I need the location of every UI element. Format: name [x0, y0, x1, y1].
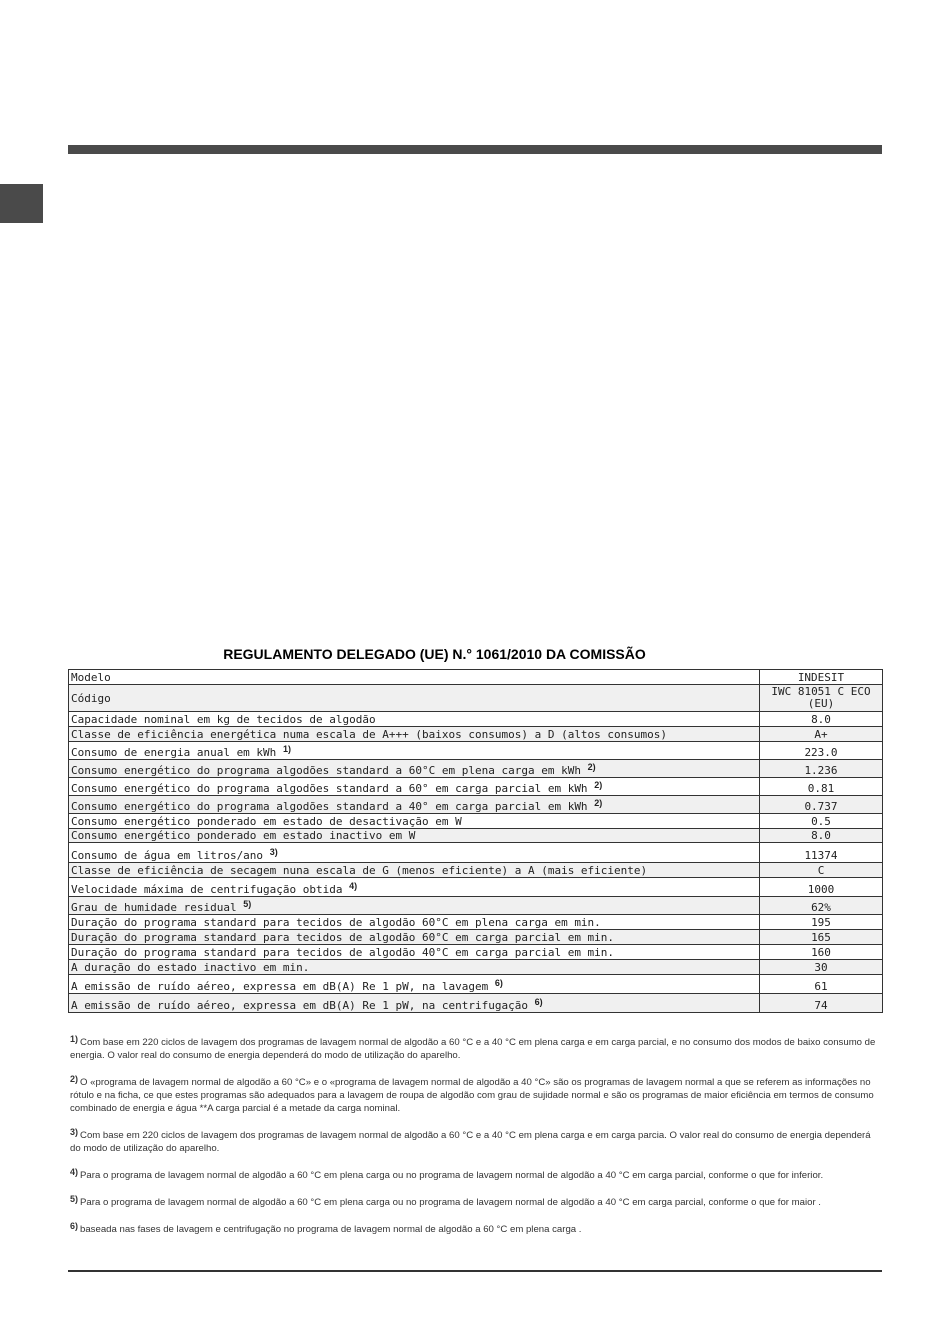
footnotes: [70, 1033, 876, 1247]
table-row: [69, 796, 883, 814]
row-label: Consumo de água em litros/ano: [71, 849, 264, 862]
row-value: 8.0: [811, 713, 831, 726]
footnote-text: Para o programa de lavagem normal de algodão a 60 °C em plena carga ou no programa de lavagem normal de algodão a 40 °C em carga parcial, conforme o que for maior .: [80, 1197, 821, 1208]
footnote-ref: 6): [534, 997, 543, 1007]
footnote-ref: 2): [594, 780, 603, 790]
table-row: [69, 945, 883, 960]
table-row: [69, 742, 883, 760]
row-label: Código: [71, 691, 111, 705]
row-label: Modelo: [71, 671, 111, 684]
table-row: [69, 760, 883, 778]
table-row: [69, 843, 883, 863]
footnote-ref: 3): [269, 847, 278, 857]
footnote: [70, 1193, 876, 1209]
footnote-ref: 2): [594, 798, 603, 808]
table-row: [69, 878, 883, 897]
footnote-mark: 3): [70, 1127, 79, 1137]
footnote-mark: 2): [70, 1074, 79, 1084]
row-label: Consumo energético do programa algodões standard a 40° em carga parcial em kWh: [71, 800, 588, 813]
row-label: Consumo energético ponderado em estado inactivo em W: [71, 829, 416, 842]
section-tab-marker: [0, 184, 43, 223]
bottom-divider: [68, 1270, 882, 1272]
row-label: A duração do estado inactivo em min.: [71, 961, 310, 974]
footnote-ref: 6): [494, 978, 503, 988]
row-label: Classe de eficiência de secagem nuna escala de G (menos eficiente) a A (mais eficiente): [71, 864, 648, 877]
row-value: 165: [811, 931, 831, 944]
table-row: [69, 685, 883, 712]
row-value: 223.0: [804, 746, 838, 759]
table-row: [69, 727, 883, 742]
row-value: 0.5: [811, 815, 831, 828]
table-row: [69, 930, 883, 945]
row-label: A emissão de ruído aéreo, expressa em dB(A) Re 1 pW, na centrifugação: [71, 999, 528, 1012]
footnote-mark: 4): [70, 1167, 79, 1177]
row-label: Consumo de energia anual em kWh: [71, 746, 277, 759]
table-row: [69, 897, 883, 915]
row-value: 8.0: [811, 829, 831, 842]
footnote-ref: 1): [282, 744, 291, 754]
row-value: 30: [814, 961, 828, 974]
footnote: [70, 1166, 876, 1182]
footnote-text: Com base em 220 ciclos de lavagem dos programas de lavagem normal de algodão a 60 °C e a 40 °C em plena carga e em carga parcial, e no consumo dos modos de baixo consumo de energia. O valor real do consumo de energia dependerá do modo de utilização do aparelho.: [70, 1037, 876, 1061]
row-value: 1000: [807, 883, 835, 896]
row-label: A emissão de ruído aéreo, expressa em dB(A) Re 1 pW, na lavagem: [71, 980, 489, 993]
row-value: C: [817, 864, 825, 877]
table-row: [69, 712, 883, 727]
row-value: A+: [814, 728, 828, 741]
row-label: Classe de eficiência energética numa escala de A+++ (baixos consumos) a D (altos consumos): [71, 728, 668, 741]
table-row: [69, 863, 883, 878]
footnote-text: O «programa de lavagem normal de algodão a 60 °C» e o «programa de lavagem normal de algodão a 40 °C» são os programas de lavagem normal a que se referem as informações no rótulo e na ficha, ce que estes programas são adequados para a lavagem de roupa de algodão com grau de sujidade normal e são os programas de maior eficiência em termos de consumo combinado de energia e água **A carga parcial é a metade da carga nominal.: [70, 1077, 874, 1114]
table-row: [69, 814, 883, 829]
table-row: [69, 829, 883, 843]
row-label: Velocidade máxima de centrifugação obtida: [71, 883, 343, 896]
footnote: [70, 1220, 876, 1236]
table-row: [69, 994, 883, 1013]
footnote: [70, 1126, 876, 1155]
footnote: [70, 1073, 876, 1115]
footnote-mark: 1): [70, 1034, 79, 1044]
row-label: Duração do programa standard para tecidos de algodão 60°C em carga parcial em min.: [71, 931, 615, 944]
row-value: 1.236: [804, 764, 838, 777]
row-value: 195: [811, 916, 831, 929]
top-divider: [68, 145, 882, 154]
row-value: 62%: [811, 901, 831, 914]
row-value: 61: [814, 980, 828, 993]
page-title: REGULAMENTO DELEGADO (UE) N.° 1061/2010 DA COMISSÃO: [223, 646, 646, 662]
footnote-mark: 6): [70, 1221, 79, 1231]
footnote: [70, 1033, 876, 1062]
row-value: IWC 81051 C ECO (EU): [771, 685, 871, 710]
footnote-mark: 5): [70, 1194, 79, 1204]
footnote-text: baseada nas fases de lavagem e centrifugação no programa de lavagem normal de algodão a 60 °C em plena carga .: [80, 1224, 582, 1235]
table-row: [69, 670, 883, 685]
footnote-text: Com base em 220 ciclos de lavagem dos programas de lavagem normal de algodão a 60 °C e a 40 °C em plena carga e em carga parcia. O valor real do consumo de energia dependerá do modo de utilização do aparelho.: [70, 1130, 871, 1154]
row-value: 0.81: [807, 782, 835, 795]
table-row: [69, 960, 883, 975]
row-value: 0.737: [804, 800, 838, 813]
table-row: [69, 975, 883, 994]
row-label: Consumo energético do programa algodões standard a 60° em carga parcial em kWh: [71, 782, 588, 795]
specification-table: [68, 669, 883, 1013]
row-value: 11374: [804, 849, 838, 862]
row-value: 160: [811, 946, 831, 959]
row-label: Consumo energético do programa algodões standard a 60°C em plena carga em kWh: [71, 764, 581, 777]
row-label: Grau de humidade residual: [71, 901, 237, 914]
footnote-ref: 2): [587, 762, 596, 772]
table-row: [69, 915, 883, 930]
row-value: INDESIT: [797, 671, 845, 684]
row-label: Duração do programa standard para tecidos de algodão 40°C em carga parcial em min.: [71, 946, 615, 959]
table-row: [69, 778, 883, 796]
footnote-ref: 5): [243, 899, 252, 909]
footnote-text: Para o programa de lavagem normal de algodão a 60 °C em plena carga ou no programa de lavagem normal de algodão a 40 °C em carga parcial, conforme o que for inferior.: [80, 1170, 824, 1181]
row-label: Consumo energético ponderado em estado de desactivação em W: [71, 815, 462, 828]
row-value: 74: [814, 999, 828, 1012]
footnote-ref: 4): [349, 881, 358, 891]
row-label: Capacidade nominal em kg de tecidos de algodão: [71, 713, 376, 726]
row-label: Duração do programa standard para tecidos de algodão 60°C em plena carga em min.: [71, 916, 601, 929]
